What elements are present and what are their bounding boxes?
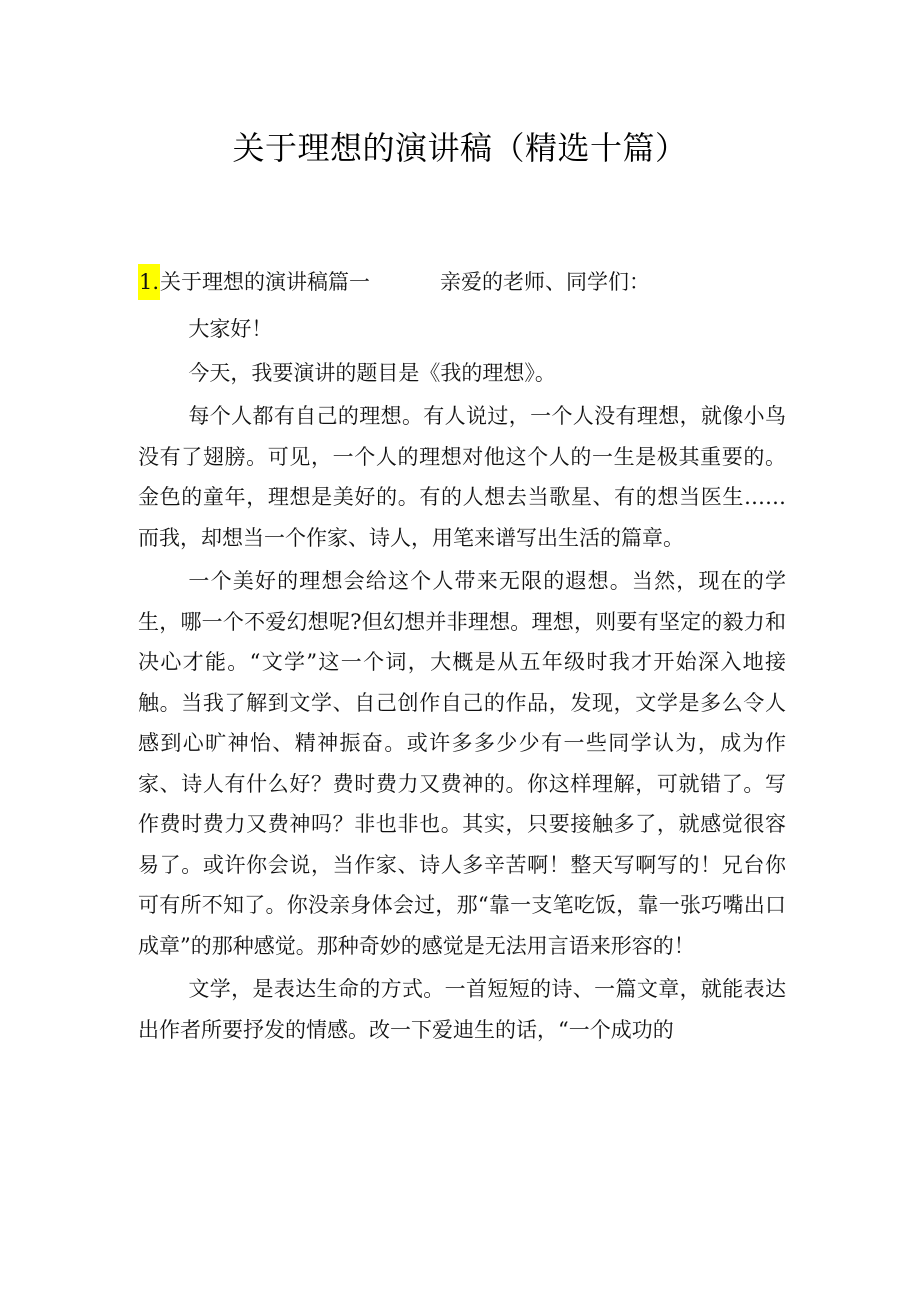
paragraph: 一个美好的理想会给这个人带来无限的遐想。当然，现在的学生，哪一个不爱幻想呢?但幻想并非理想。理想，则要有坚定的毅力和决心才能。“文学”这一个词，大概是从五年级时我才开始深入地接触。当我了解到文学、自己创作自己的作品，发现，文学是多么令人感到心旷神怡、精神振奋。或许多多少少有一些同学认为，成为作家、诗人有什么好？费时费力又费神的。你这样理解，可就错了。写作费时费力又费神吗？非也非也。其实，只要接触多了，就感觉很容易了。或许你会说，当作家、诗人多辛苦啊！整天写啊写的！兄台你可有所不知了。你没亲身体会过，那“靠一支笔吃饭，靠一张巧嘴出口成章”的那种感觉。那种奇妙的感觉是无法用言语来形容的！: [138, 569, 786, 958]
paragraph-topic: 今天，我要演讲的题目是《我的理想》。: [188, 360, 556, 385]
paragraph-greeting: 大家好！: [188, 317, 273, 341]
document-title: 关于理想的演讲稿（精选十篇）: [232, 129, 688, 167]
section-heading-line: [138, 264, 798, 300]
salutation: 亲爱的老师、同学们：: [440, 270, 651, 294]
paragraph: 每个人都有自己的理想。有人说过，一个人没有理想，就像小鸟没有了翅膀。可见，一个人的理想对他这个人的一生是极其重要的。金色的童年，理想是美好的。有的人想去当歌星、有的想当医生……而我，却想当一个作家、诗人，用笔来谱写出生活的篇章。: [138, 404, 786, 550]
paragraph: 文学，是表达生命的方式。一首短短的诗、一篇文章，就能表达出作者所要抒发的情感。改一下爱迪生的话，“一个成功的: [138, 977, 786, 1042]
body-text: [138, 309, 786, 1053]
section-number: 1.: [138, 264, 160, 300]
section-heading: 关于理想的演讲稿篇一: [160, 270, 371, 294]
